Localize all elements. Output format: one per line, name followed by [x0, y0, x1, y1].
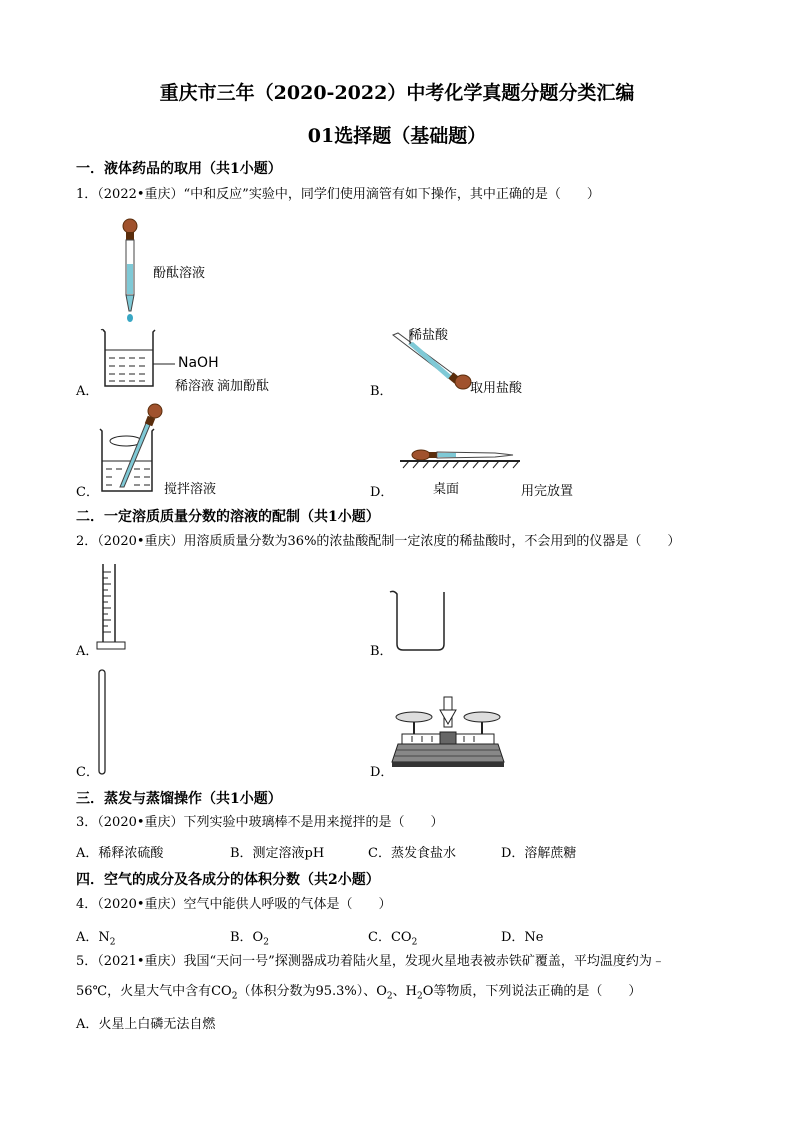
question-3-stem: 3．（2020•重庆）下列实验中玻璃棒不是用来搅拌的是（ ）	[76, 815, 444, 830]
question-4-stem: 4．（2020•重庆）空气中能供人呼吸的气体是（ ）	[76, 897, 392, 912]
question-2-stem: 2．（2020•重庆）用溶质质量分数为36%的浓盐酸配制一定浓度的稀盐酸时，不会用到的仪器是（ ）	[76, 534, 681, 549]
label-dilute-solution: 稀溶液	[175, 379, 215, 394]
q4-option-a: A．$N_2$	[76, 930, 116, 948]
label-dilute-hcl: 稀盐酸	[409, 328, 449, 343]
figure-balance	[392, 692, 510, 770]
q4-option-b: B．$O_2$	[230, 930, 269, 948]
caption-take-hcl: 取用盐酸	[470, 381, 523, 396]
q3-option-d: D．溶解蔗糖	[501, 846, 577, 861]
section-heading-3: 三．蒸发与蒸馏操作（共1小题）	[76, 791, 282, 807]
q4-option-d: D．Ne	[501, 930, 544, 945]
q2-option-d-label: D．	[370, 765, 394, 780]
q1-option-c-label: C．	[76, 485, 99, 500]
section-heading-2: 二．一定溶质质量分数的溶液的配制（共1小题）	[76, 509, 380, 525]
figure-measuring-cylinder	[95, 562, 135, 652]
q3-option-b: B．测定溶液pH	[230, 846, 325, 861]
question-5-stem-line2: 56℃，火星大气中含有$CO_2$（体积分数为95.3%）、$O_2$、$H_2O$等物质，下列说法正确的是（ ）	[76, 984, 642, 1002]
q2-option-a-label: A．	[76, 644, 99, 659]
q1-option-b-label: B．	[370, 384, 393, 399]
page-title: 重庆市三年（2020-2022）中考化学真题分题分类汇编	[159, 82, 635, 104]
label-phenolphthalein: 酚酞溶液	[153, 266, 206, 281]
label-desk: 桌面	[433, 482, 460, 497]
page-subtitle: 01选择题（基础题）	[307, 125, 487, 147]
q1-option-d-label: D．	[370, 485, 394, 500]
q5-option-a: A．火星上白磷无法自燃	[76, 1017, 216, 1032]
caption-add-phenolphthalein: 滴加酚酞	[217, 379, 270, 394]
question-5-stem-line1: 5．（2021•重庆）我国“天问一号”探测器成功着陆火星，发现火星地表被赤铁矿覆盖，平均温度约为﹣	[76, 954, 665, 969]
figure-beaker	[388, 588, 458, 654]
figure-dropper-on-desk	[395, 446, 525, 470]
caption-place-after-use: 用完放置	[521, 484, 574, 499]
section-heading-1: 一．液体药品的取用（共1小题）	[76, 161, 282, 177]
q3-option-c: C．蒸发食盐水	[368, 846, 456, 861]
q2-option-c-label: C．	[76, 765, 99, 780]
label-naoh: NaOH	[178, 355, 219, 371]
q1-option-a-label: A．	[76, 384, 99, 399]
section-heading-4: 四．空气的成分及各成分的体积分数（共2小题）	[76, 872, 380, 888]
q4-option-c: C．$CO_2$	[368, 930, 418, 948]
question-1-stem: 1．（2022•重庆）“中和反应”实验中，同学们使用滴管有如下操作，其中正确的是（ ）	[76, 187, 600, 202]
caption-stir-solution: 搅拌溶液	[164, 482, 217, 497]
q3-option-a: A．稀释浓硫酸	[76, 846, 164, 861]
q2-option-b-label: B．	[370, 644, 393, 659]
